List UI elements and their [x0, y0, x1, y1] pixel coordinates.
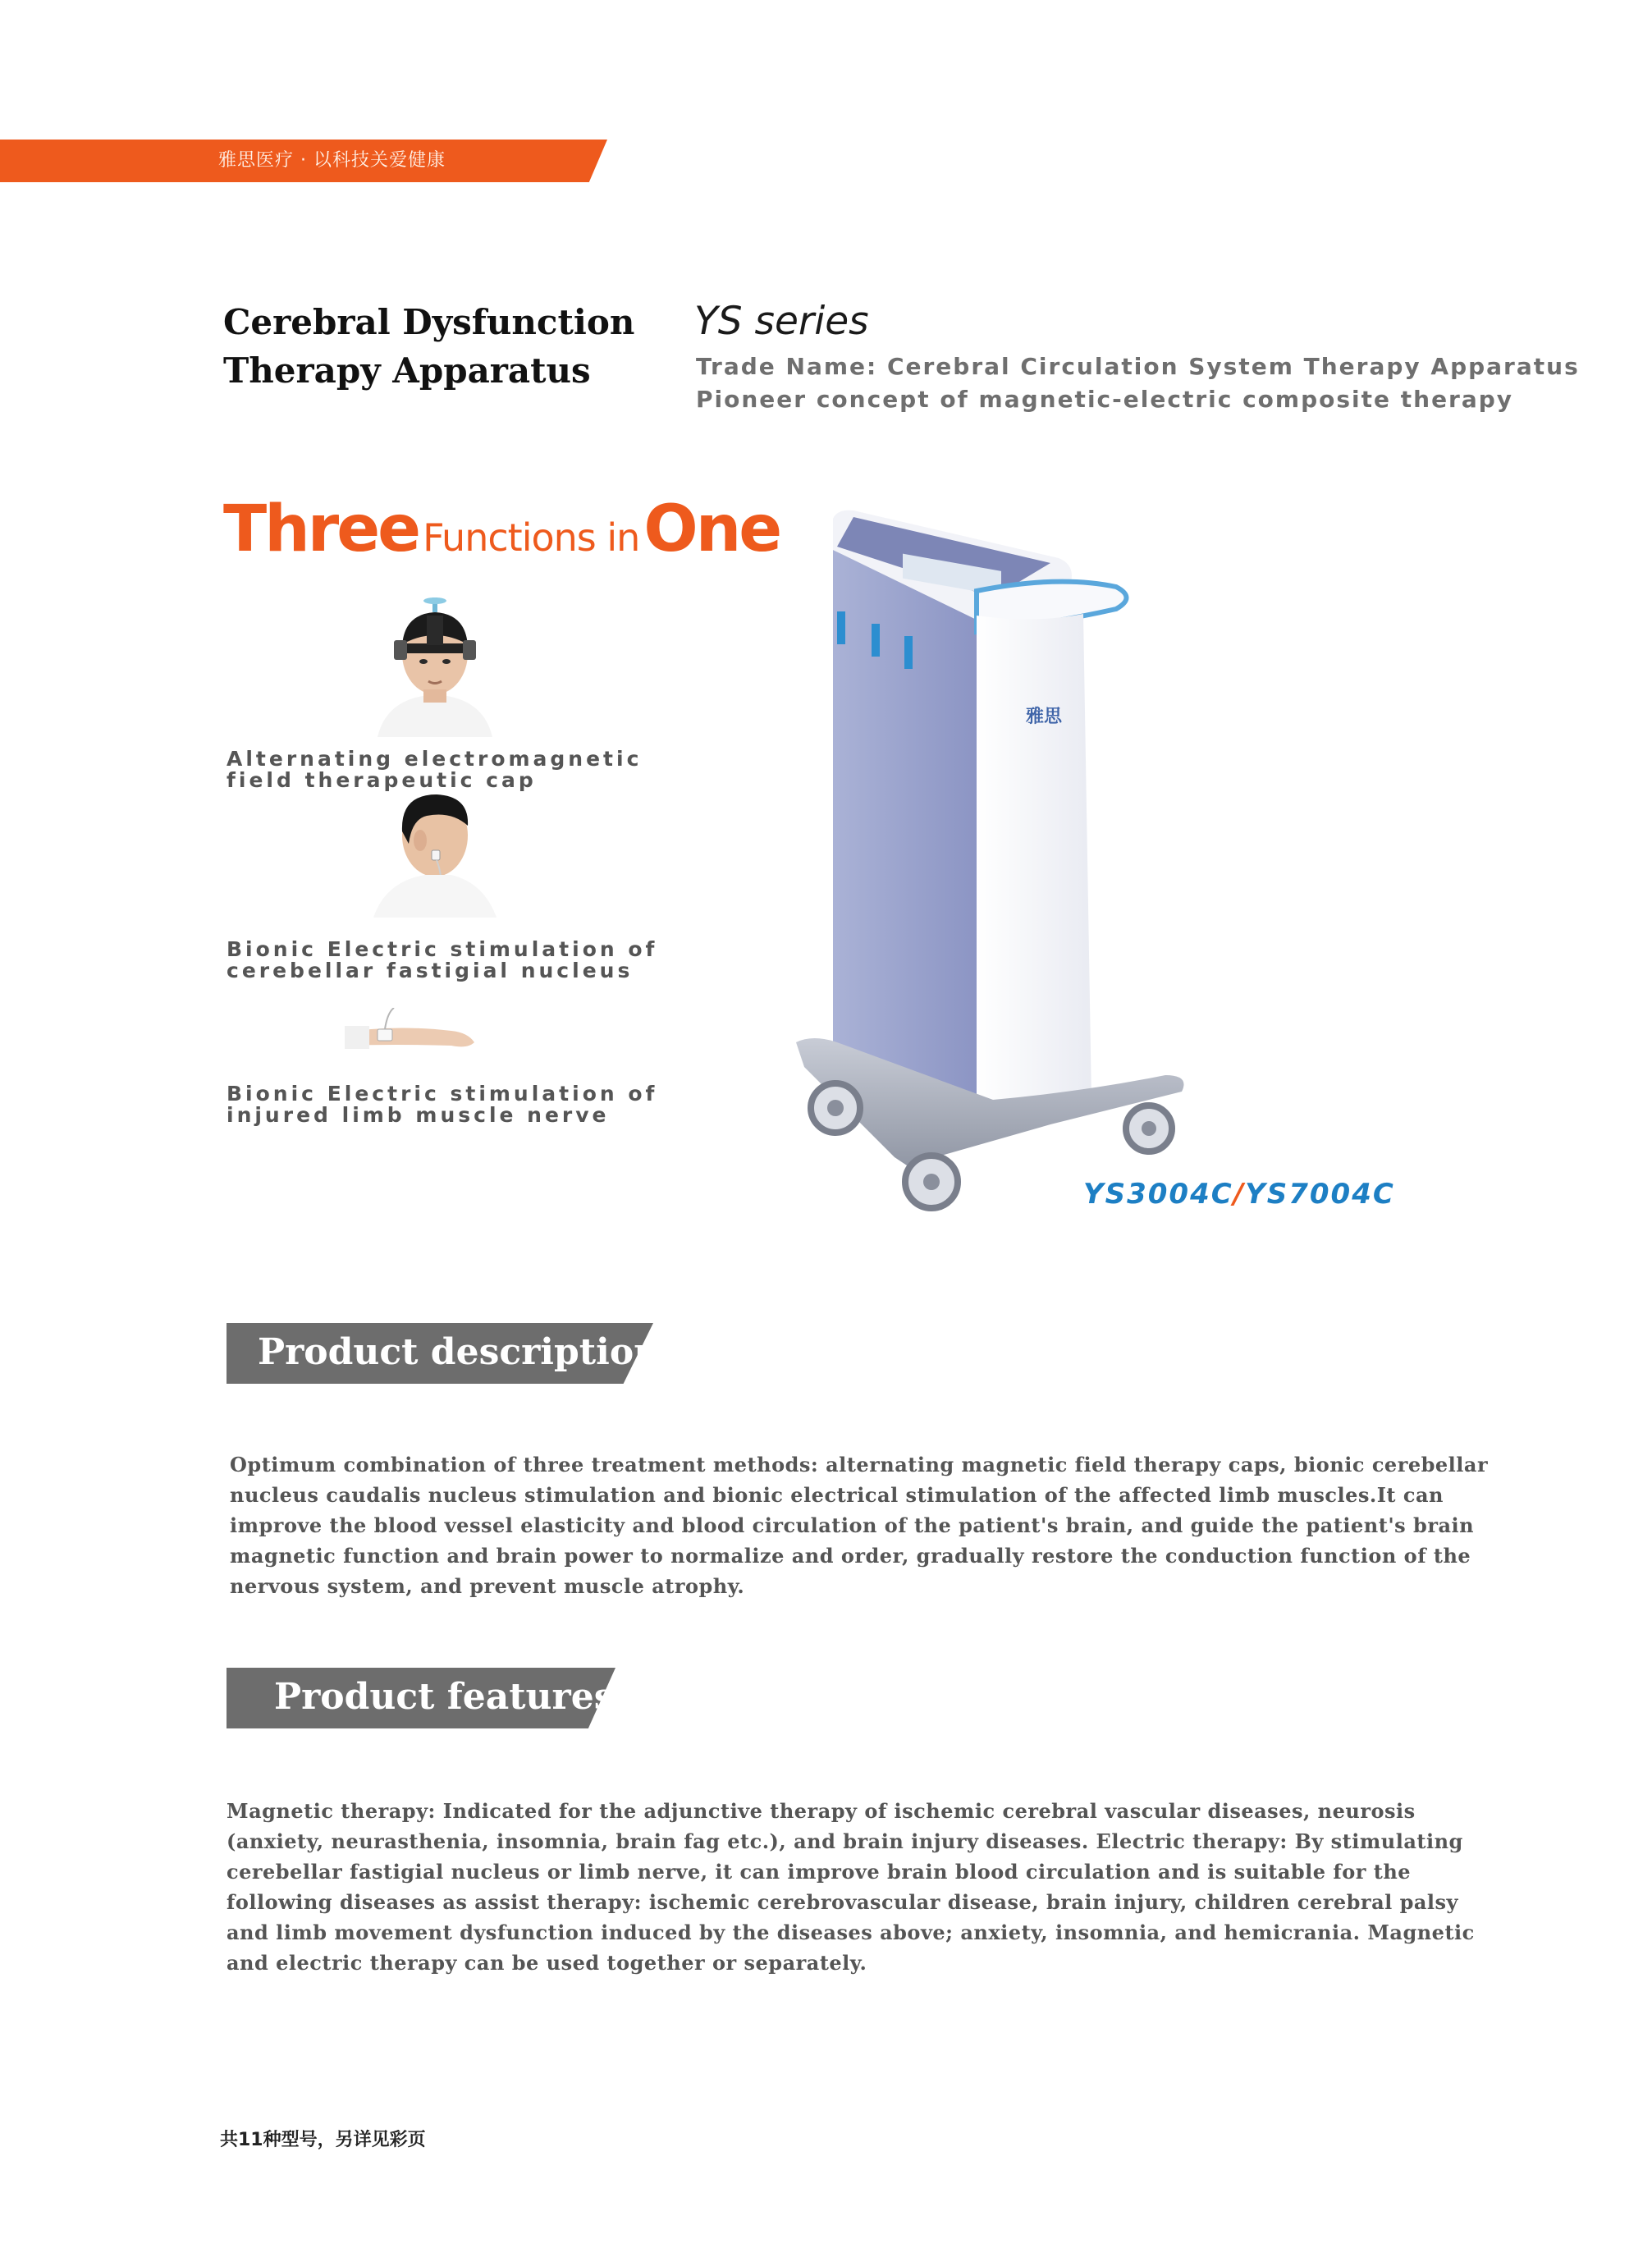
arm-electrode-image	[345, 1008, 484, 1065]
function-3-line2: injured limb muscle nerve	[227, 1103, 610, 1127]
product-title-line1: Cerebral Dysfunction	[223, 302, 635, 342]
function-2-line2: cerebellar fastigial nucleus	[227, 959, 634, 982]
features-text: Magnetic therapy: Indicated for the adjunctive therapy of ischemic cerebral vascular diseases, neurosis (anxiety, neurasthenia, insomnia, brain fag etc.), and brain injury diseases. Electric therapy: By stimulating cerebellar fastigial nucleus or limb nerve, it can improve brain blood circulation and is suitable for the following diseases as assist therapy: ischemic cerebrovascular disease, brain injury, children cerebral palsy and limb movement dysfunction induced by the diseases above; anxiety, insomnia, and hemicrania. Magnetic and electric therapy can be used together or separately.	[227, 1799, 1475, 1975]
therapy-apparatus-image	[788, 501, 1215, 1223]
side-head-electrode-image	[361, 786, 509, 918]
product-title-line2: Therapy Apparatus	[223, 350, 591, 391]
one-word: One	[643, 492, 780, 566]
function-1-line1: Alternating electromagnetic	[227, 747, 643, 771]
trade-name: Trade Name: Cerebral Circulation System Therapy Apparatus	[696, 353, 1580, 380]
functions-in-word: Functions in	[423, 515, 640, 560]
function-2-line1: Bionic Electric stimulation of	[227, 937, 658, 961]
function-3-line1: Bionic Electric stimulation of	[227, 1082, 658, 1106]
model-separator: /	[1233, 1178, 1246, 1211]
model-a: YS3004C	[1083, 1178, 1233, 1211]
function-1-line2: field therapeutic cap	[227, 768, 537, 792]
banner-slogan: 雅思医疗 · 以科技关爱健康	[218, 150, 446, 171]
series-name: YS series	[694, 299, 869, 344]
three-word: Three	[223, 492, 419, 566]
footer-note: 共11种型号，另详见彩页	[220, 2130, 426, 2150]
description-text: Optimum combination of three treatment methods: alternating magnetic field therapy caps, bionic cerebellar nucleus caudalis nucleus stimulation and bionic electrical stimulation of the affected limb muscles.It can improve the blood vessel elasticity and blood circulation of the patient's brain, and guide the patient's brain magnetic function and brain power to normalize and order, gradually restore the conduction function of the nervous system, and prevent muscle atrophy.	[230, 1453, 1489, 1598]
tagline: Pioneer concept of magnetic-electric composite therapy	[696, 386, 1514, 413]
features-heading: Product features	[274, 1676, 615, 1718]
model-numbers	[1083, 1178, 1395, 1211]
magnetic-cap-head-image	[361, 597, 509, 737]
description-heading: Product description	[258, 1331, 661, 1373]
three-functions-heading	[223, 492, 780, 566]
model-b: YS7004C	[1245, 1178, 1395, 1211]
device-brand-logo: 雅思	[1026, 707, 1063, 727]
